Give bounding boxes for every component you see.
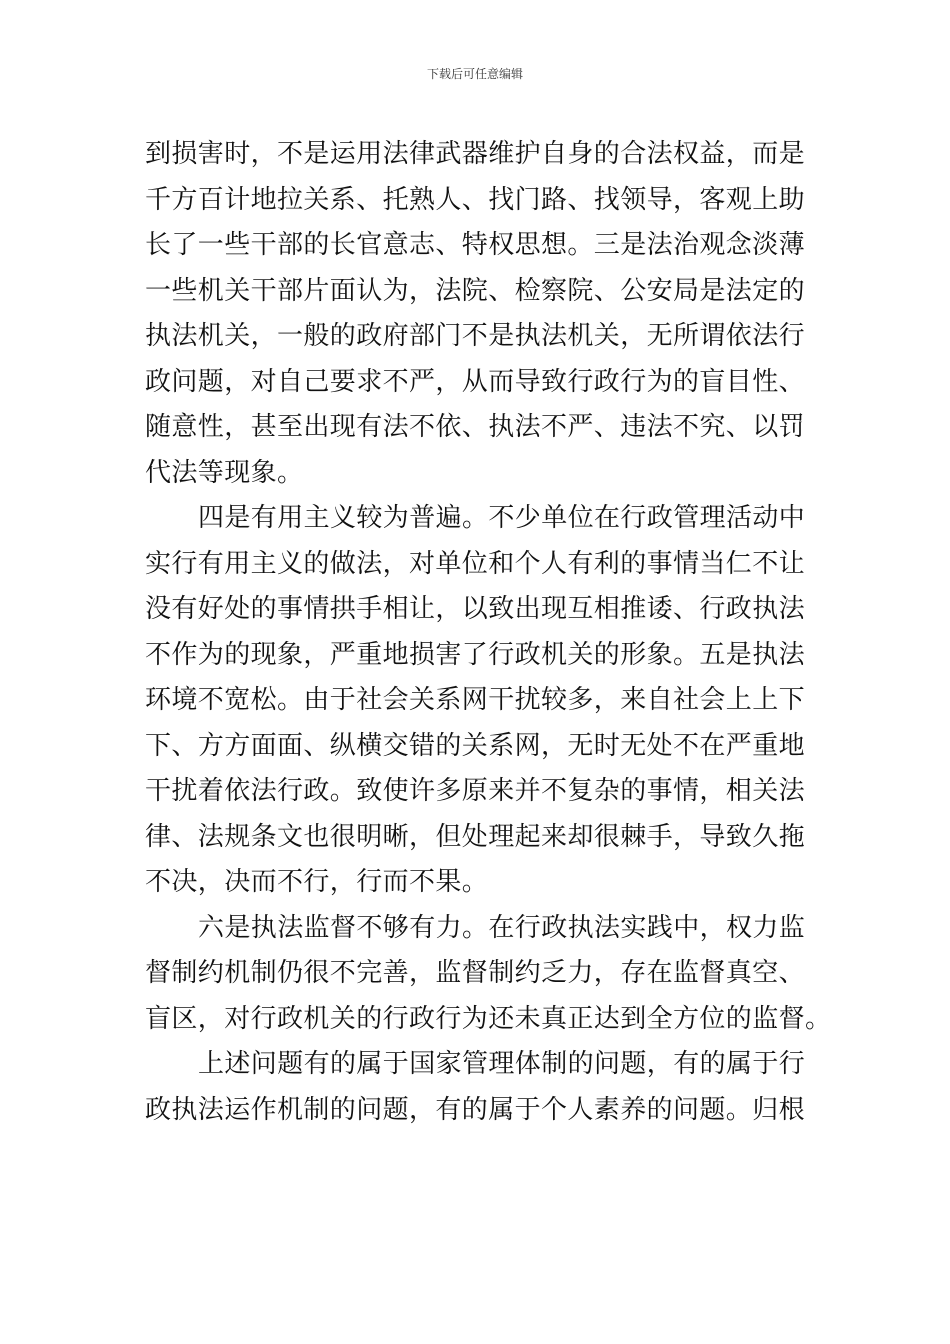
text-line: 不作为的现象，严重地损害了行政机关的形象。五是执法 [145, 639, 806, 670]
text-line: 环境不宽松。由于社会关系网干扰较多，来自社会上上下 [145, 685, 806, 715]
text-line: 律、法规条文也很明晰，但处理起来却很棘手，导致久拖 [145, 821, 806, 852]
text-line: 到损害时，不是运用法律武器维护自身的合法权益，而是 [145, 139, 806, 169]
text-line: 盲区，对行政机关的行政行为还未真正达到全方位的监督。 [145, 1003, 832, 1034]
text-line: 督制约机制仍很不完善，监督制约乏力，存在监督真空、 [145, 958, 806, 988]
text-line: 干扰着依法行政。致使许多原来并不复杂的事情，相关法 [145, 776, 806, 806]
text-line: 代法等现象。 [145, 457, 304, 488]
text-line: 一些机关干部片面认为，法院、检察院、公安局是法定的 [145, 275, 806, 306]
text-line: 随意性，甚至出现有法不依、执法不严、违法不究、以罚 [145, 412, 806, 442]
text-line: 实行有用主义的做法，对单位和个人有利的事情当仁不让 [145, 548, 806, 579]
text-line: 政问题，对自己要求不严，从而导致行政行为的盲目性、 [145, 366, 806, 397]
text-line: 长了一些干部的长官意志、特权思想。三是法治观念淡薄 [145, 230, 806, 260]
text-line: 不决，决而不行，行而不果。 [145, 867, 489, 897]
text-line: 执法机关，一般的政府部门不是执法机关，无所谓依法行 [145, 321, 806, 351]
document-body [145, 132, 832, 1133]
text-line: 政执法运作机制的问题，有的属于个人素养的问题。归根 [145, 1094, 806, 1125]
paragraph-first-line: 四是有用主义较为普遍。不少单位在行政管理活动中 [198, 503, 806, 533]
text-line: 没有好处的事情拱手相让，以致出现互相推诿、行政执法 [145, 594, 806, 624]
page-header: 下载后可任意编辑 [426, 67, 523, 81]
text-line: 下、方方面面、纵横交错的关系网，无时无处不在严重地 [145, 730, 806, 761]
paragraph-first-line: 六是执法监督不够有力。在行政执法实践中，权力监 [198, 912, 806, 943]
text-line: 千方百计地拉关系、托熟人、找门路、找领导，客观上助 [145, 184, 806, 215]
paragraph-first-line: 上述问题有的属于国家管理体制的问题，有的属于行 [198, 1049, 806, 1079]
